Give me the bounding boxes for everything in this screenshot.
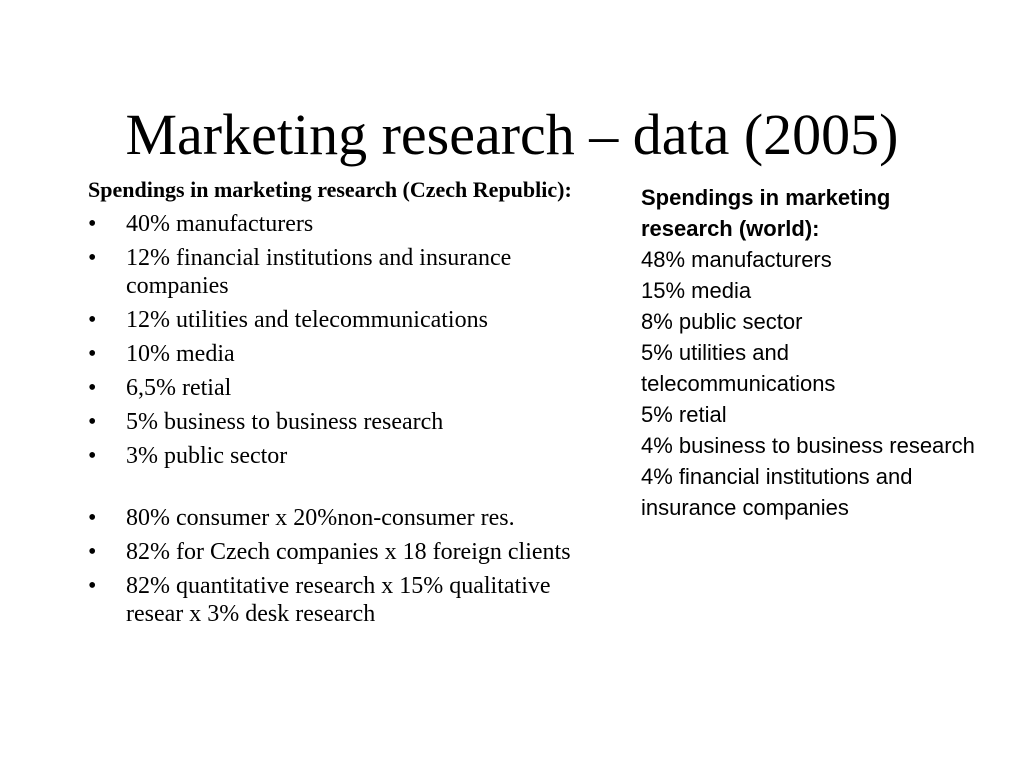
list-item-text: 10% media [126,341,235,367]
list-spacer [88,476,608,504]
list-item [88,244,608,300]
slide-title: Marketing research – data (2005) [125,102,899,167]
czech-spendings-list [88,210,608,470]
list-item-text: 12% utilities and telecommunications [126,307,488,333]
czech-spendings-panel [88,176,608,634]
list-item [88,374,608,402]
list-item [88,408,608,436]
list-item-text: 5% business to business research [126,409,444,435]
czech-spendings-heading: Spendings in marketing research (Czech Republic): [88,177,572,202]
list-item [88,210,608,238]
list-item: 5% utilities and telecommunications [641,340,836,396]
bullet-icon: • [88,573,97,599]
list-item: 15% media [641,278,752,303]
list-item-text: 12% financial institutions and insurance companies [126,245,512,299]
list-item-text: 82% quantitative research x 15% qualitative resear x 3% desk research [126,573,551,627]
list-item-text: 80% consumer x 20%non-consumer res. [126,505,515,531]
list-item: 5% retial [641,402,727,427]
bullet-icon: • [88,443,97,469]
bullet-icon: • [88,307,97,333]
list-item: 48% manufacturers [641,247,832,272]
list-item: 4% financial institutions and insurance companies [641,464,913,520]
world-spendings-panel [641,182,981,523]
bullet-icon: • [88,375,97,401]
list-item-text: 3% public sector [126,443,288,469]
list-item [88,442,608,470]
bullet-icon: • [88,245,97,271]
list-item [88,538,608,566]
bullet-icon: • [88,505,97,531]
bullet-icon: • [88,211,97,237]
list-item-text: 40% manufacturers [126,211,314,237]
list-item-text: 6,5% retial [126,375,232,401]
czech-research-facts-list [88,504,608,628]
list-item: 8% public sector [641,309,803,334]
bullet-icon: • [88,539,97,565]
list-item: 4% business to business research [641,433,975,458]
list-item [88,340,608,368]
list-item [88,572,608,628]
list-item [88,504,608,532]
bullet-icon: • [88,409,97,435]
bullet-icon: • [88,341,97,367]
list-item [88,306,608,334]
list-item-text: 82% for Czech companies x 18 foreign clients [126,539,571,565]
world-spendings-heading: Spendings in marketing research (world): [641,185,891,241]
